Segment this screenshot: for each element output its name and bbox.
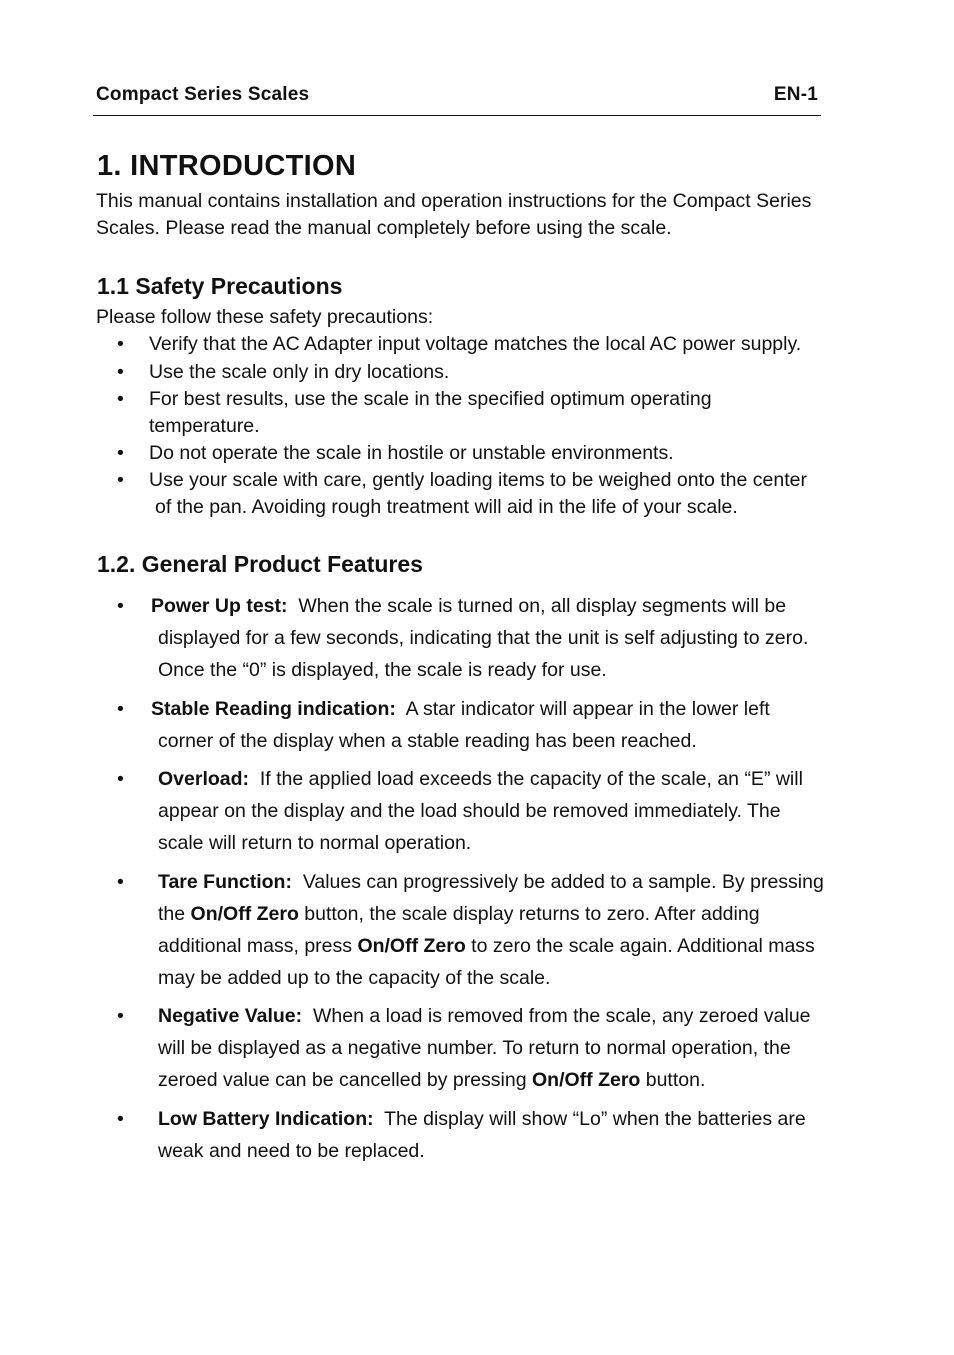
feature-line: additional mass, press [158,935,358,957]
safety-item-text: temperature. [149,415,260,437]
feature-label: Overload: [158,768,250,790]
list-item [0,386,849,440]
feature-line: zeroed value can be cancelled by pressing [158,1069,532,1091]
bullet-icon: • [117,333,124,355]
feature-label: Stable Reading indication: [151,698,396,720]
bullet-icon: • [117,698,124,720]
feature-label: Low Battery Indication: [158,1108,374,1130]
safety-item-text: Do not operate the scale in hostile or unstable environments. [149,442,674,464]
feature-line: displayed for a few seconds, indicating that the unit is self adjusting to zero. [158,627,809,649]
feature-line: When a load is removed from the scale, any zeroed value [313,1005,811,1027]
bullet-icon: • [117,1108,124,1130]
feature-line: Once the “0” is displayed, the scale is ready for use. [158,659,607,681]
feature-line: the [158,903,191,925]
section-heading-introduction: 1. INTRODUCTION [97,150,357,182]
feature-label: Tare Function: [158,871,292,893]
safety-item-text: Use the scale only in dry locations. [149,361,450,383]
feature-line: The display will show “Lo” when the batteries are [384,1108,806,1130]
feature-line: corner of the display when a stable reading has been reached. [158,730,697,752]
intro-line-2: Scales. Please read the manual completely before using the scale. [96,217,672,239]
feature-line: button, the scale display returns to zero. After adding [298,903,760,925]
safety-item-text: Use your scale with care, gently loading items to be weighed onto the center [149,469,807,491]
feature-label: Power Up test: [151,595,288,617]
bullet-icon: • [117,1005,124,1027]
feature-line: Values can progressively be added to a sample. By pressing [302,871,824,893]
feature-line: A star indicator will appear in the lower left [405,698,770,720]
feature-line: scale will return to normal operation. [158,832,472,854]
bullet-icon: • [117,442,124,464]
feature-line: will be displayed as a negative number. To return to normal operation, the [158,1037,791,1059]
feature-text [158,866,858,994]
feature-text [151,693,851,757]
safety-lead: Please follow these safety precautions: [96,306,434,328]
list-item [0,331,849,358]
bullet-icon: • [117,388,124,410]
safety-item-text: of the pan. Avoiding rough treatment will aid in the life of your scale. [155,496,738,518]
feature-text [158,763,858,859]
feature-text [151,590,851,686]
bullet-icon: • [117,871,124,893]
bullet-icon: • [117,768,124,790]
feature-line: may be added up to the capacity of the scale. [158,967,551,989]
intro-paragraph [96,188,856,242]
safety-item-text: Verify that the AC Adapter input voltage matches the local AC power supply. [149,333,802,355]
button-name-on-off-zero: On/Off Zero [190,903,299,925]
feature-text [158,1000,858,1096]
bullet-icon: • [117,595,124,617]
feature-line: appear on the display and the load should be removed immediately. The [158,800,781,822]
bullet-icon: • [117,469,124,491]
feature-line: to zero the scale again. Additional mass [465,935,815,957]
header-divider [93,115,821,116]
feature-text [158,1103,858,1167]
list-item [0,467,849,521]
header-title: Compact Series Scales [96,84,310,105]
page-number: EN-1 [773,84,818,105]
intro-line-1: This manual contains installation and operation instructions for the Compact Series [96,190,812,212]
feature-line: button. [640,1069,706,1091]
running-header [96,84,820,110]
button-name-on-off-zero: On/Off Zero [357,935,466,957]
bullet-icon: • [117,361,124,383]
feature-line: When the scale is turned on, all display segments will be [298,595,787,617]
safety-list [0,331,954,521]
feature-line: weak and need to be replaced. [158,1140,425,1162]
list-item [0,359,849,386]
section-heading-features: 1.2. General Product Features [97,551,423,577]
feature-label: Negative Value: [158,1005,303,1027]
safety-item-text: For best results, use the scale in the specified optimum operating [149,388,712,410]
section-heading-safety: 1.1 Safety Precautions [97,273,343,299]
feature-line: If the applied load exceeds the capacity of the scale, an “E” will [259,768,803,790]
list-item [0,440,849,467]
button-name-on-off-zero: On/Off Zero [532,1069,641,1091]
